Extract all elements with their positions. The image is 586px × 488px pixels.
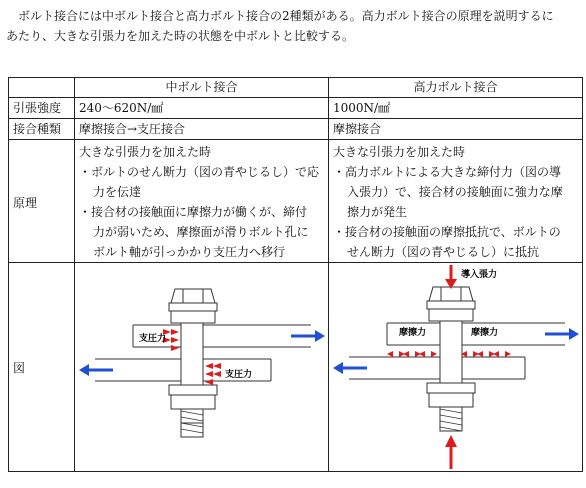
comparison-table [8, 77, 583, 472]
row-label-type: 接合種類 [9, 119, 75, 140]
top-washer [169, 303, 217, 311]
bolt-shank [440, 321, 462, 431]
bottom-nut [429, 393, 473, 407]
principle-high-line: せん断力（図の青やじるし）に抵抗 [347, 245, 540, 259]
table-row-figure [9, 263, 583, 472]
table-row-strength [9, 98, 583, 119]
shear-arrow-left [79, 364, 113, 376]
bolt-head [171, 289, 215, 303]
friction-label-right: 摩擦力 [471, 328, 499, 338]
principle-high-line: 大きな引張力を加えた時 [333, 145, 466, 159]
bolt-head [429, 287, 473, 301]
header-empty-cell [9, 78, 75, 98]
top-nut [429, 309, 473, 321]
intro-line-2: あたり、大きな引張力を加えた時の状態を中ボルトと比較する。 [6, 29, 355, 43]
principle-high-line: ・接合材の接触面の摩擦抵抗で、ボルトの [333, 225, 561, 239]
intro-paragraph [6, 6, 582, 46]
mid-bolt-diagram [75, 263, 329, 471]
table-row-type [9, 119, 583, 140]
principle-high-line: 擦力が発生 [347, 205, 408, 219]
bearing-label-lower: 支圧力 [225, 370, 253, 380]
shear-arrow-right [291, 330, 325, 342]
principle-mid-line: 力を伝達 [93, 185, 142, 199]
cell-mid-strength: 240～620N/㎟ [75, 98, 329, 119]
row-label-strength: 引張強度 [9, 98, 75, 119]
principle-mid-line: 大きな引張力を加えた時 [79, 145, 212, 159]
cell-high-figure [329, 263, 583, 472]
high-bolt-diagram [329, 263, 583, 471]
principle-high-line: ・高力ボルトによる大きな締付力（図の導 [333, 165, 562, 179]
cell-mid-type: 摩擦接合→支圧接合 [75, 119, 329, 140]
principle-mid-line: 力が弱いため、摩擦面が滑りボルト孔に [93, 225, 309, 239]
header-mid-bolt: 中ボルト接合 [75, 78, 329, 98]
principle-mid-line: ・ボルトのせん断力（図の青やじるし）で応 [79, 165, 320, 179]
bearing-arrows-lower [205, 363, 221, 385]
bearing-label-upper: 支圧力 [139, 334, 167, 344]
cell-high-principle [329, 140, 583, 263]
principle-high-line: 入張力）で、接合材の接触面に強力な摩 [347, 185, 563, 199]
intro-line-1: ボルト接合には中ボルト接合と高力ボルト接合の2種類がある。高力ボルト接合の原理を説明するに [6, 9, 554, 23]
tension-arrow-top [445, 265, 457, 289]
bottom-plate [349, 357, 525, 379]
row-label-figure: 図 [9, 263, 75, 472]
bottom-washer [427, 383, 475, 393]
bottom-washer [169, 385, 217, 395]
top-nut [171, 311, 215, 323]
cell-mid-principle [75, 140, 329, 263]
header-high-bolt: 高力ボルト接合 [329, 78, 583, 98]
cell-high-strength: 1000N/㎟ [329, 98, 583, 119]
principle-mid-line: ボルト軸が引っかかり支圧力へ移行 [93, 245, 286, 259]
table-header-row [9, 78, 583, 98]
bottom-nut [171, 395, 215, 409]
table-row-principle [9, 140, 583, 263]
shear-arrow-left [333, 362, 367, 374]
cell-mid-figure [75, 263, 329, 472]
friction-label-left: 摩擦力 [399, 328, 427, 338]
principle-mid-line: ・接合材の接触面に摩擦力が働くが、締付 [79, 205, 308, 219]
shear-arrow-right [545, 328, 579, 340]
tension-arrow-bottom [445, 435, 457, 469]
cell-high-type: 摩擦接合 [329, 119, 583, 140]
pretension-label: 導入張力 [461, 270, 498, 280]
row-label-principle: 原理 [9, 140, 75, 263]
top-washer [427, 301, 475, 309]
